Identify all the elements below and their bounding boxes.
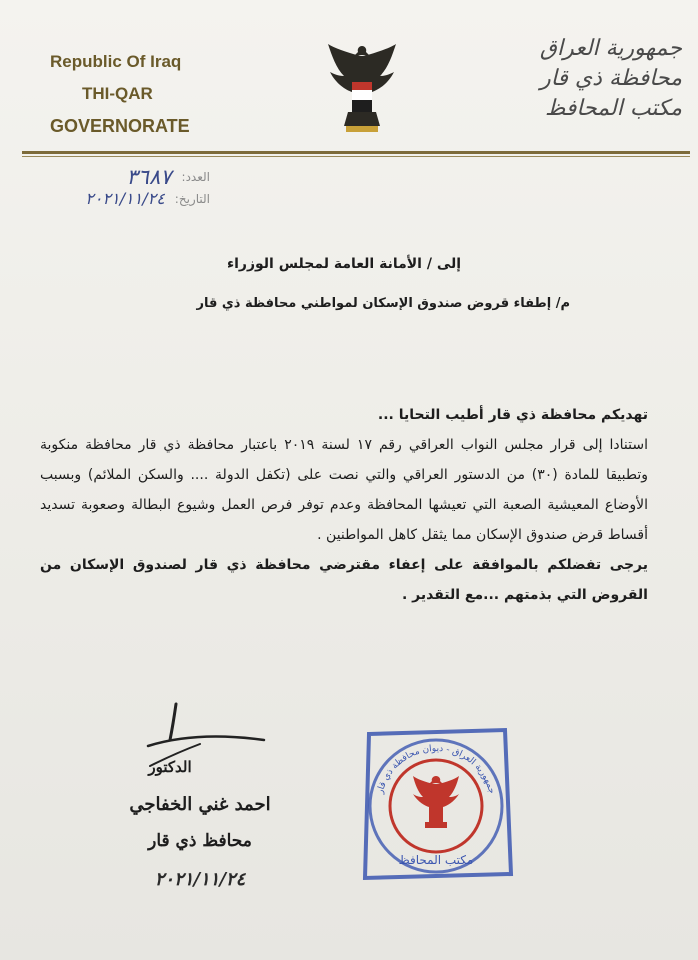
header-ar-republic: جمهورية العراق <box>539 36 682 61</box>
recipient-line: إلى / الأمانة العامة لمجلس الوزراء <box>226 256 462 272</box>
header-english <box>50 52 250 137</box>
header-ar-governorate: محافظة ذي قار <box>540 66 682 91</box>
official-seal-stamp <box>355 724 517 884</box>
header-en-governorate: GOVERNORATE <box>50 116 190 136</box>
signer-name: احمد غني الخفاجي <box>129 794 271 815</box>
header-ar-office: مكتب المحافظ <box>544 96 682 121</box>
header-divider-thin <box>22 156 690 157</box>
reference-block <box>30 165 210 208</box>
body-paragraph-2: يرجى تفضلكم بالموافقة على إعفاء مقترضي محافظة ذي قار لصندوق الإسكان من القروض التي بذمتهم ...مع التقدير . <box>40 557 648 603</box>
reference-number-label: العدد: <box>181 170 210 184</box>
greeting: تهديكم محافظة ذي قار أطيب التحايا ... <box>377 407 648 423</box>
reference-date-label: التاريخ: <box>174 191 210 206</box>
iraq-eagle-emblem-icon <box>326 42 398 134</box>
header-arabic <box>482 34 682 124</box>
header-divider <box>22 151 690 154</box>
signature-block <box>80 700 320 890</box>
reference-date: ٢٠٢١/١١/٢٤ <box>85 189 165 208</box>
signature-date: ٢٠٢١/١١/٢٤ <box>154 869 246 890</box>
body-paragraph-1: استنادا إلى قرار مجلس النواب العراقي رقم ١٧ لسنة ٢٠١٩ باعتبار محافظة ذي قار محافظة منكوبة وتطبيقا للمادة (٣٠) من الدستور العراقي والتي نصت على (تكفل الدولة .... والسكن الملائم) وبسبب الأوضاع المعيشية الصعبة التي تعيشها المحافظة وعدم توفر فرص العمل وشيوع البطالة وصعوبة تسديد أقساط قرض صندوق الإسكان مما يثقل كاهل المواطنين . <box>40 437 649 543</box>
subject-line: م/ إطفاء قروض صندوق الإسكان لمواطني محافظة ذي قار <box>196 296 570 311</box>
reference-number: ٣٦٨٧ <box>126 165 172 189</box>
stamp-outer-text: جمهورية العراق - ديوان محافظة ذي قار <box>375 743 497 795</box>
signer-position: محافظ ذي قار <box>148 831 252 851</box>
letter-body <box>40 400 648 610</box>
stamp-bottom-text: مكتب المحافظ <box>398 853 474 867</box>
header-en-thiqar: THI-QAR <box>82 84 153 103</box>
header-en-republic: Republic Of Iraq <box>50 52 182 71</box>
signer-title: الدكتور <box>148 758 192 776</box>
